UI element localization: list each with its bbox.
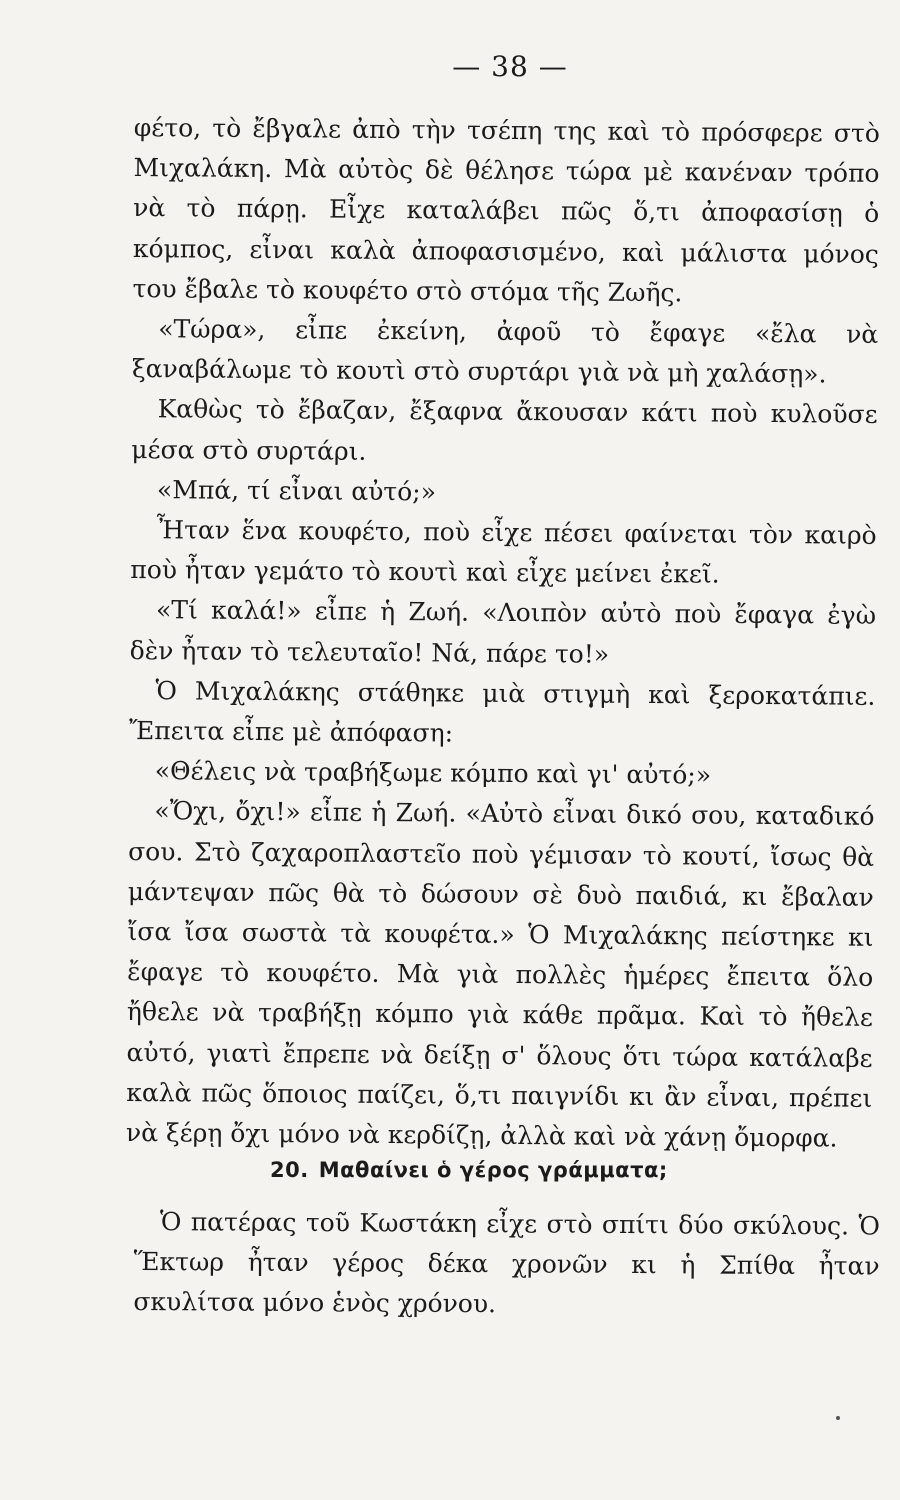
paragraph: «Μπά, τί εἶναι αὐτό;»: [156, 475, 437, 507]
paragraph: Ἦταν ἕνα κουφέτο, ποὺ εἶχε πέσει φαίνεται τὸν καιρὸ ποὺ ἦταν γεμάτο τὸ κουτὶ καὶ εἶχε μείνει ἐκεῖ.: [130, 515, 877, 589]
print-speck: [836, 1416, 840, 1420]
paragraph: Ὁ Μιχαλάκης στάθηκε μιὰ στιγμὴ καὶ ξεροκατάπιε. Ἔπειτα εἶπε μὲ ἀπόφαση:: [128, 676, 876, 748]
section-number: 20.: [270, 1158, 309, 1182]
paragraph: «Τί καλά!» εἶπε ἡ Ζωή. «Λοιπὸν αὐτὸ ποὺ ἔφαγα ἐγὼ δὲν ἦταν τὸ τελευταῖο! Νά, πάρε το!»: [129, 595, 877, 669]
paragraph: «Τώρα», εἶπε ἐκείνη, ἀφοῦ τὸ ἔφαγε «ἔλα νὰ ξαναβάλωμε τὸ κουτὶ στὸ συρτάρι γιὰ νὰ μὴ χαλάσῃ».: [131, 314, 879, 389]
section-text: [133, 1202, 880, 1327]
paragraph: Καθὼς τὸ ἔβαζαν, ἔξαφνα ἄκουσαν κάτι ποὺ κυλοῦσε μέσα στὸ συρτάρι.: [131, 394, 878, 466]
main-text: [126, 108, 880, 1159]
section-heading: [270, 1158, 890, 1182]
page-number: — 38 —: [452, 50, 568, 83]
paragraph: «Θέλεις νὰ τραβήξωμε κόμπο καὶ γι' αὐτό;»: [154, 756, 712, 790]
section-title: Μαθαίνει ὁ γέρος γράμματα;: [318, 1158, 668, 1182]
paragraph: «Ὄχι, ὄχι!» εἶπε ἡ Ζωή. «Αὐτὸ εἶναι δικό σου, καταδικό σου. Στὸ ζαχαροπλαστεῖο ποὺ γέμισαν τὸ κουτί, ἴσως θὰ μάντεψαν πῶς θὰ τὸ δώσουν σὲ δυὸ παιδιά, κι ἔβαλαν ἴσα ἴσα σωστὰ τὰ κουφέτα.» Ὁ Μιχαλάκης πείστηκε κι ἔφαγε τὸ κουφέτο. Μὰ γιὰ πολλὲς ἡμέρες ἔπειτα ὅλο ἤθελε νὰ τραβήξῃ κόμπο γιὰ κάθε πρᾶμα. Καὶ τὸ ἤθελε αὐτό, γιατὶ ἔπρεπε νὰ δείξῃ σ' ὅλους ὅτι τώρα κατάλαβε καλὰ πῶς ὅποιος παίζει, ὅ,τι παιγνίδι κι ἂν εἶναι, πρέπει νὰ ξέρῃ ὄχι μόνο νὰ κερδίζῃ, ἀλλὰ καὶ νὰ χάνῃ ὄμορφα.: [125, 796, 875, 1153]
paragraph: Ὁ πατέρας τοῦ Κωστάκη εἶχε στὸ σπίτι δύο σκύλους. Ὁ Ἕκτωρ ἦταν γέρος δέκα χρονῶν κι ἡ Σπίθα ἦταν σκυλίτσα μόνο ἑνὸς χρόνου.: [133, 1207, 880, 1319]
paragraph: φέτο, τὸ ἔβγαλε ἀπὸ τὴν τσέπη της καὶ τὸ πρόσφερε στὸ Μιχαλάκη. Μὰ αὐτὸς δὲ θέλησε τώρα μὲ κανέναν τρόπο νὰ τὸ πάρῃ. Εἶχε καταλάβει πῶς ὅ,τι ἀποφασίσῃ ὁ κόμπος, εἶναι καλὰ ἀποφασισμένο, καὶ μάλιστα μόνος του ἔβαλε τὸ κουφέτο στὸ στόμα τῆς Ζωῆς.: [132, 112, 880, 308]
